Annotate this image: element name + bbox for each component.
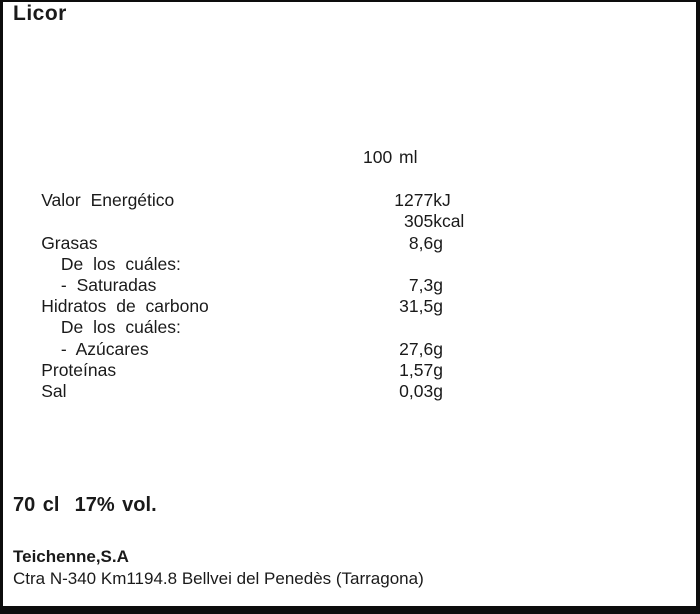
nutrient-unit: kcal <box>433 211 465 232</box>
nutrient-label: - Saturadas <box>41 274 157 295</box>
nutrient-value: 27,6 <box>399 338 434 359</box>
nutrient-value: 1277 <box>394 190 434 211</box>
volume-and-abv: 70 cl 17% vol. <box>13 494 157 516</box>
nutrient-label: Valor Energético <box>41 190 175 211</box>
table-row-energy <box>12 169 482 211</box>
nutrient-value: 0,03 <box>399 380 434 401</box>
nutrient-unit: kJ <box>433 190 451 211</box>
nutrient-value: 31,5 <box>399 296 434 317</box>
nutrient-label: De los cuáles: <box>41 253 181 274</box>
nutrient-value: 7,3 <box>408 274 434 295</box>
producer-address: Ctra N-340 Km1194.8 Bellvei del Penedès (Tarragona) <box>13 569 424 588</box>
nutrient-label: De los cuáles: <box>41 317 181 338</box>
nutrient-unit: g <box>433 232 443 253</box>
nutrient-unit: g <box>433 338 443 359</box>
nutrient-unit: g <box>433 359 443 380</box>
nutrient-label: Grasas <box>41 232 98 253</box>
nutrition-table <box>12 169 482 401</box>
nutrient-value: 1,57 <box>399 359 434 380</box>
nutrient-unit: g <box>433 380 443 401</box>
product-name: Licor <box>13 2 67 25</box>
nutrient-label: Sal <box>41 380 67 401</box>
nutrient-label: Proteínas <box>41 359 117 380</box>
nutrient-label: Hidratos de carbono <box>41 296 209 317</box>
nutrient-unit: g <box>433 296 443 317</box>
nutrient-value: 8,6 <box>408 232 434 253</box>
per-100ml-column-header: 100 ml <box>363 147 418 167</box>
producer-name: Teichenne,S.A <box>13 547 129 566</box>
nutrient-value: 305 <box>403 211 434 232</box>
nutrient-label: - Azúcares <box>41 338 149 359</box>
nutrient-unit: g <box>433 274 443 295</box>
